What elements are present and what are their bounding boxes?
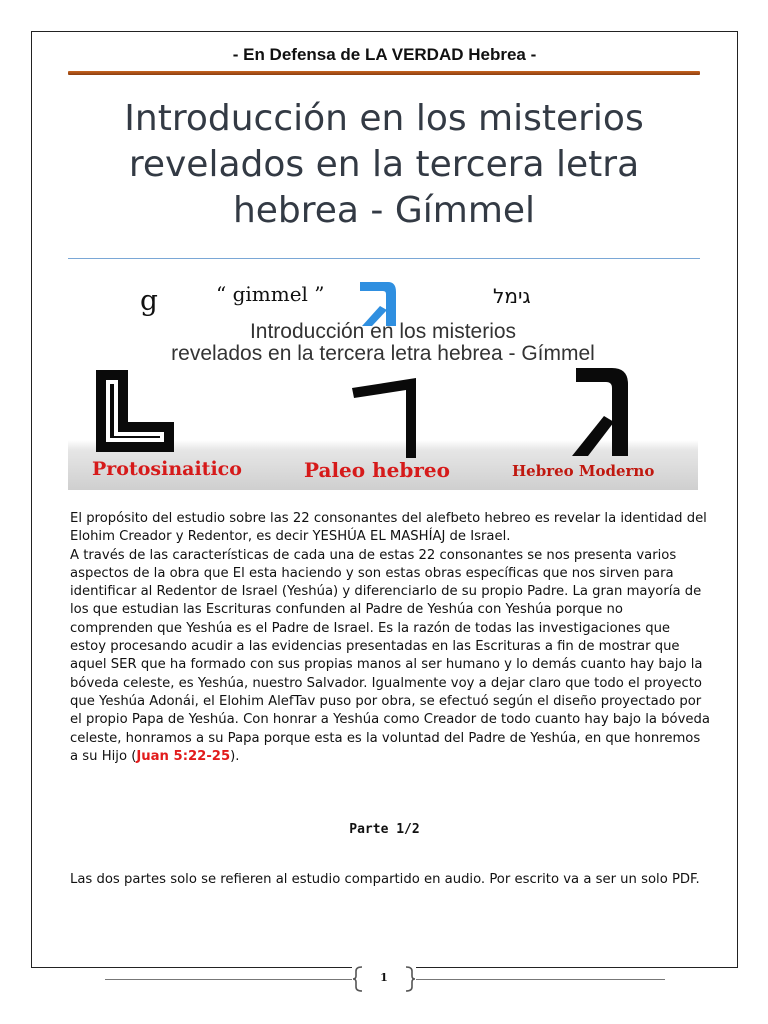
paragraph-2-end: ). [230, 748, 240, 764]
protosinaitic-letter-icon [90, 366, 180, 456]
page-number: 1 [380, 971, 388, 984]
banner-hebrew-word: גימל [493, 284, 531, 308]
part-label: Parte 1/2 [349, 822, 420, 837]
paragraph-2-text: A través de las características de cada una de estas 22 consonantes se nos presenta varios aspectos de la obra que El esta haciendo y son estas obras específicas que nos sirven para identificar al Redentor de Israel (Yeshúa) y diferenciarlo de su propio Padre. La gran mayoría de los que estudian las Escrituras confunden al Padre de Yeshúa con Yeshúa porque no comprenden que Yeshúa es el Padre de Israel. Es la razón de todas las investigaciones que estoy procesando acudir a las evidencias presentadas en las Escrituras a fin de mostrar que aquel SER que ha formado con sus propias manos al ser humano y lo demás cuanto hay bajo la bóveda celeste, es Yeshúa, nuestro Salvador. Igualmente voy a dejar claro que todo el proyecto que Yeshúa Adonái, el Elohim AlefTav puso por obra, se efectuó según el diseño proyectado por el propio Papa de Yeshúa. Con honrar a Yeshúa como Creador de todo cuanto hay bajo la bóveda celeste, honramos a su Papa porque esta es la voluntad del Padre de Yeshúa, en que honremos a su Hijo ( [70, 547, 710, 764]
title-divider [68, 258, 700, 259]
body-paragraphs [70, 510, 710, 766]
paragraph-2 [70, 547, 710, 767]
gimmel-banner-image [68, 270, 698, 490]
label-protosinaitico: Protosinaitico [92, 458, 242, 480]
banner-letter-name: “ gimmel ” [216, 282, 325, 306]
note-paragraph: Las dos partes solo se refieren al estudio compartido en audio. Por escrito va a ser un solo PDF. [70, 872, 700, 887]
header-title: - En Defensa de LA VERDAD Hebrea - [232, 45, 537, 64]
page-title: Introducción en los misterios revelados en la tercera letra hebrea - Gímmel [124, 98, 644, 231]
modern-hebrew-letter-icon [562, 362, 648, 458]
paleo-hebrew-letter-icon [346, 374, 426, 460]
banner-subtitle-line1: Introducción en los misterios [249, 320, 517, 343]
label-paleo-hebreo: Paleo hebreo [304, 458, 450, 482]
paragraph-1: El propósito del estudio sobre las 22 consonantes del alefbeto hebreo es revelar la identidad del Elohim Creador y Redentor, es decir YESHÚA EL MASHÍAJ de Israel. [70, 511, 707, 545]
banner-subtitle-line2: revelados en la tercera letra hebrea - Gímmel [171, 342, 595, 365]
header-rule [68, 71, 700, 75]
banner-latin-letter: g [140, 284, 158, 317]
label-hebreo-moderno: Hebreo Moderno [512, 462, 655, 480]
scripture-reference-link[interactable]: Juan 5:22-25 [136, 748, 231, 764]
